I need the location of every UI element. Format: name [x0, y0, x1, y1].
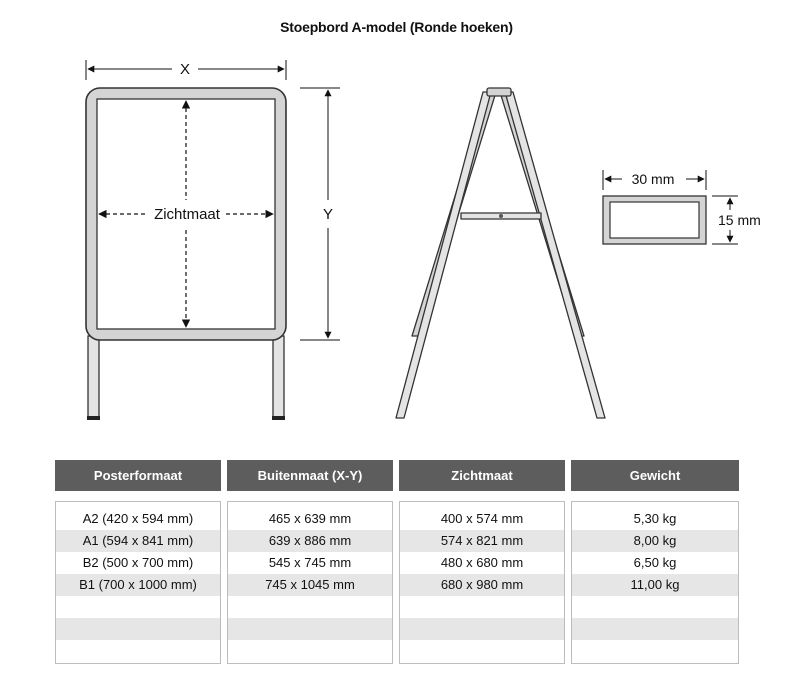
column-body: [399, 501, 565, 664]
table-cell: [56, 618, 220, 640]
viewing-area-label: Zichtmaat: [154, 206, 220, 223]
table-cell: 480 x 680 mm: [440, 555, 524, 570]
column-zichtmaat: [399, 460, 565, 664]
column-buitenmaat: [227, 460, 393, 664]
table-cell: [572, 640, 738, 665]
table-cell: 574 x 821 mm: [400, 530, 564, 552]
table-cell: [228, 618, 392, 640]
column-body: [571, 501, 739, 664]
table-cell: B1 (700 x 1000 mm): [56, 574, 220, 596]
side-view: [396, 88, 605, 418]
table-cell: [572, 618, 738, 640]
table-cell: [572, 596, 738, 618]
profile-inner: [610, 202, 699, 238]
table-cell: 400 x 574 mm: [440, 511, 524, 526]
table-cell: 545 x 745 mm: [268, 555, 352, 570]
column-header: Posterformaat: [55, 460, 221, 491]
profile-width-label: 30 mm: [631, 171, 675, 187]
page-title: Stoepbord A-model (Ronde hoeken): [280, 19, 513, 35]
profile-view: [603, 170, 761, 244]
table-cell: [400, 640, 564, 665]
front-view: [86, 60, 340, 420]
column-body: [55, 501, 221, 664]
table-cell: B2 (500 x 700 mm): [82, 555, 194, 570]
table-cell: A1 (594 x 841 mm): [56, 530, 220, 552]
table-cell: 8,00 kg: [572, 530, 738, 552]
table-cell: 6,50 kg: [633, 555, 677, 570]
table-cell: [400, 618, 564, 640]
table-cell: 465 x 639 mm: [268, 511, 352, 526]
column-gewicht: [571, 460, 739, 664]
table-cell: [228, 640, 392, 665]
right-leg: [273, 336, 284, 418]
table-cell: 11,00 kg: [572, 574, 738, 596]
table-cell: 745 x 1045 mm: [228, 574, 392, 596]
column-header: Buitenmaat (X-Y): [227, 460, 393, 491]
column-posterformaat: [55, 460, 221, 664]
profile-height-label: 15 mm: [718, 212, 761, 228]
left-leg: [88, 336, 99, 418]
table-cell: 680 x 980 mm: [400, 574, 564, 596]
table-cell: 5,30 kg: [633, 511, 677, 526]
side-right-leg: [505, 92, 605, 418]
table-cell: A2 (420 x 594 mm): [82, 511, 194, 526]
column-header: Zichtmaat: [399, 460, 565, 491]
y-dimension-label: Y: [322, 206, 334, 223]
table-cell: [228, 596, 392, 618]
table-cell: [56, 596, 220, 618]
side-left-leg: [396, 92, 491, 418]
table-cell: [400, 596, 564, 618]
table-cell: [56, 640, 220, 665]
x-dimension-label: X: [179, 61, 191, 78]
column-header: Gewicht: [571, 460, 739, 491]
column-body: [227, 501, 393, 664]
table-cell: 639 x 886 mm: [228, 530, 392, 552]
